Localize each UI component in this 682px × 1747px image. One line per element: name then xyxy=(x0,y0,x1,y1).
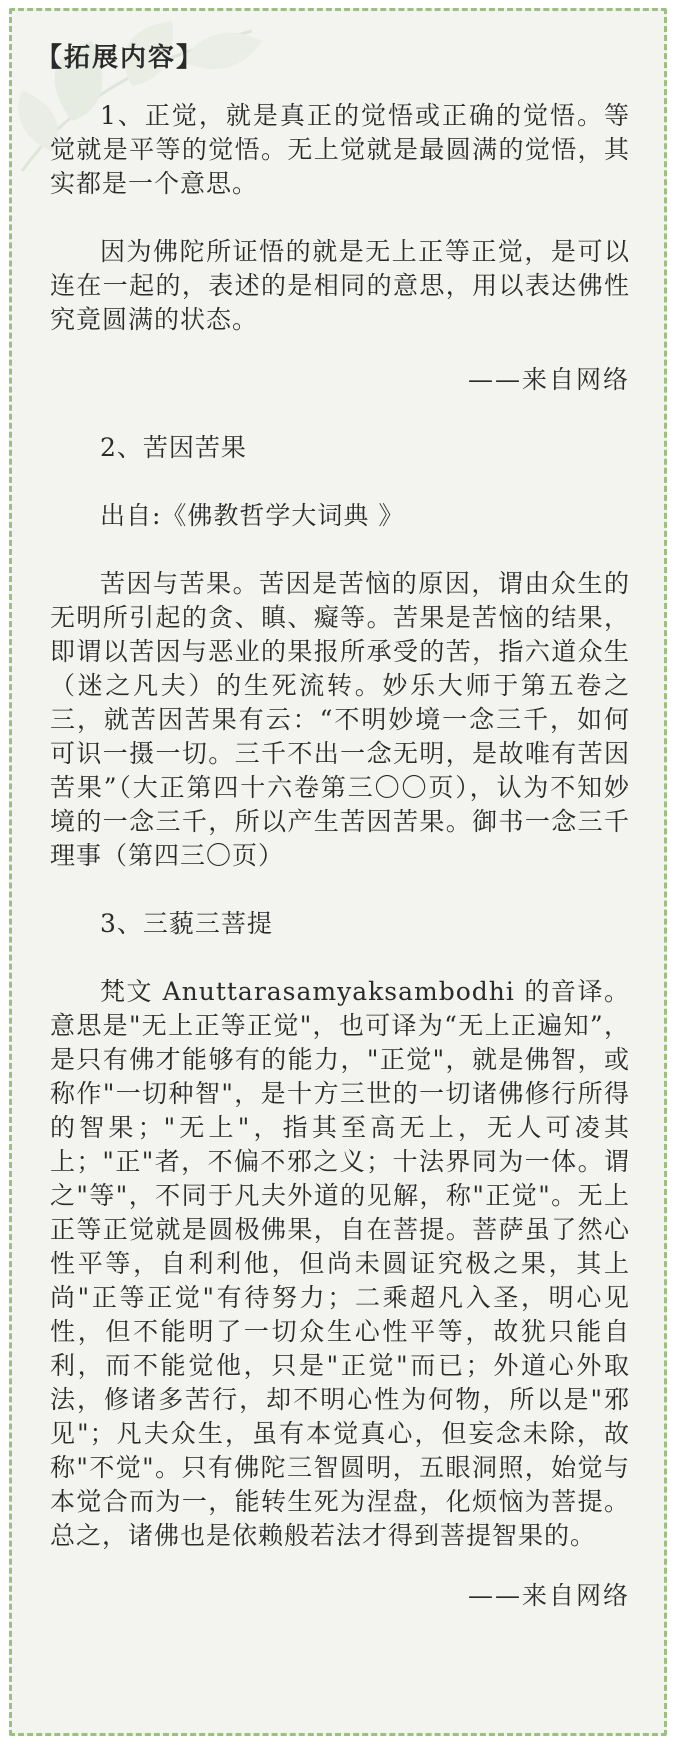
source-reference: 出自:《佛教哲学大词典 》 xyxy=(100,501,405,530)
section-title-2: 2、苦因苦果 xyxy=(100,433,247,462)
article-body xyxy=(36,41,630,1613)
paragraph-3: 苦因与苦果。苦因是苦恼的原因，谓由众生的无明所引起的贪、瞋、癡等。苦果是苦恼的结果，即谓以苦因与恶业的果报所承受的苦，指六道众生（迷之凡夫）的生死流转。妙乐大师于第五卷之三，就苦因苦果有云：“不明妙境一念三千，如何可识一摄一切。三千不出一念无明，是故唯有苦因苦果”（大正第四十六卷第三〇〇页），认为不知妙境的一念三千，所以产生苦因苦果。御书一念三千理事（第四三〇页） xyxy=(50,569,630,870)
section-title-3: 3、三藐三菩提 xyxy=(100,909,273,938)
source-attribution-2: ——来自网络 xyxy=(467,1581,630,1610)
content-card xyxy=(9,8,667,1736)
paragraph-2: 因为佛陀所证悟的就是无上正等正觉，是可以连在一起的，表述的是相同的意思，用以表达佛性究竟圆满的状态。 xyxy=(50,237,630,334)
paragraph-4: 梵文 Anuttarasamyaksambodhi 的音译。意思是"无上正等正觉"，也可译为“无上正遍知”，是只有佛才能够有的能力，"正觉"，就是佛智，或称作"一切种智"，是十方三世的一切诸佛修行所得的智果；"无上"，指其至高无上，无人可凌其上；"正"者，不偏不邪之义；十法界同为一体。谓之"等"，不同于凡夫外道的见解，称"正觉"。无上正等正觉就是圆极佛果，自在菩提。菩萨虽了然心性平等，自利利他，但尚未圆证究极之果，其上尚"正等正觉"有待努力；二乘超凡入圣，明心见性，但不能明了一切众生心性平等，故犹只能自利，而不能觉他，只是"正觉"而已；外道心外取法，修诸多苦行，却不明心性为何物，所以是"邪见"；凡夫众生，虽有本觉真心，但妄念未除，故称"不觉"。只有佛陀三智圆明，五眼洞照，始觉与本觉合而为一，能转生死为涅盘，化烦恼为菩提。总之，诸佛也是依赖般若法才得到菩提智果的。 xyxy=(50,977,630,1550)
source-attribution-1: ——来自网络 xyxy=(467,365,630,394)
paragraph-1: 1、正觉，就是真正的觉悟或正确的觉悟。等觉就是平等的觉悟。无上觉就是最圆满的觉悟，其实都是一个意思。 xyxy=(50,101,630,198)
section-heading: 【拓展内容】 xyxy=(36,43,205,73)
